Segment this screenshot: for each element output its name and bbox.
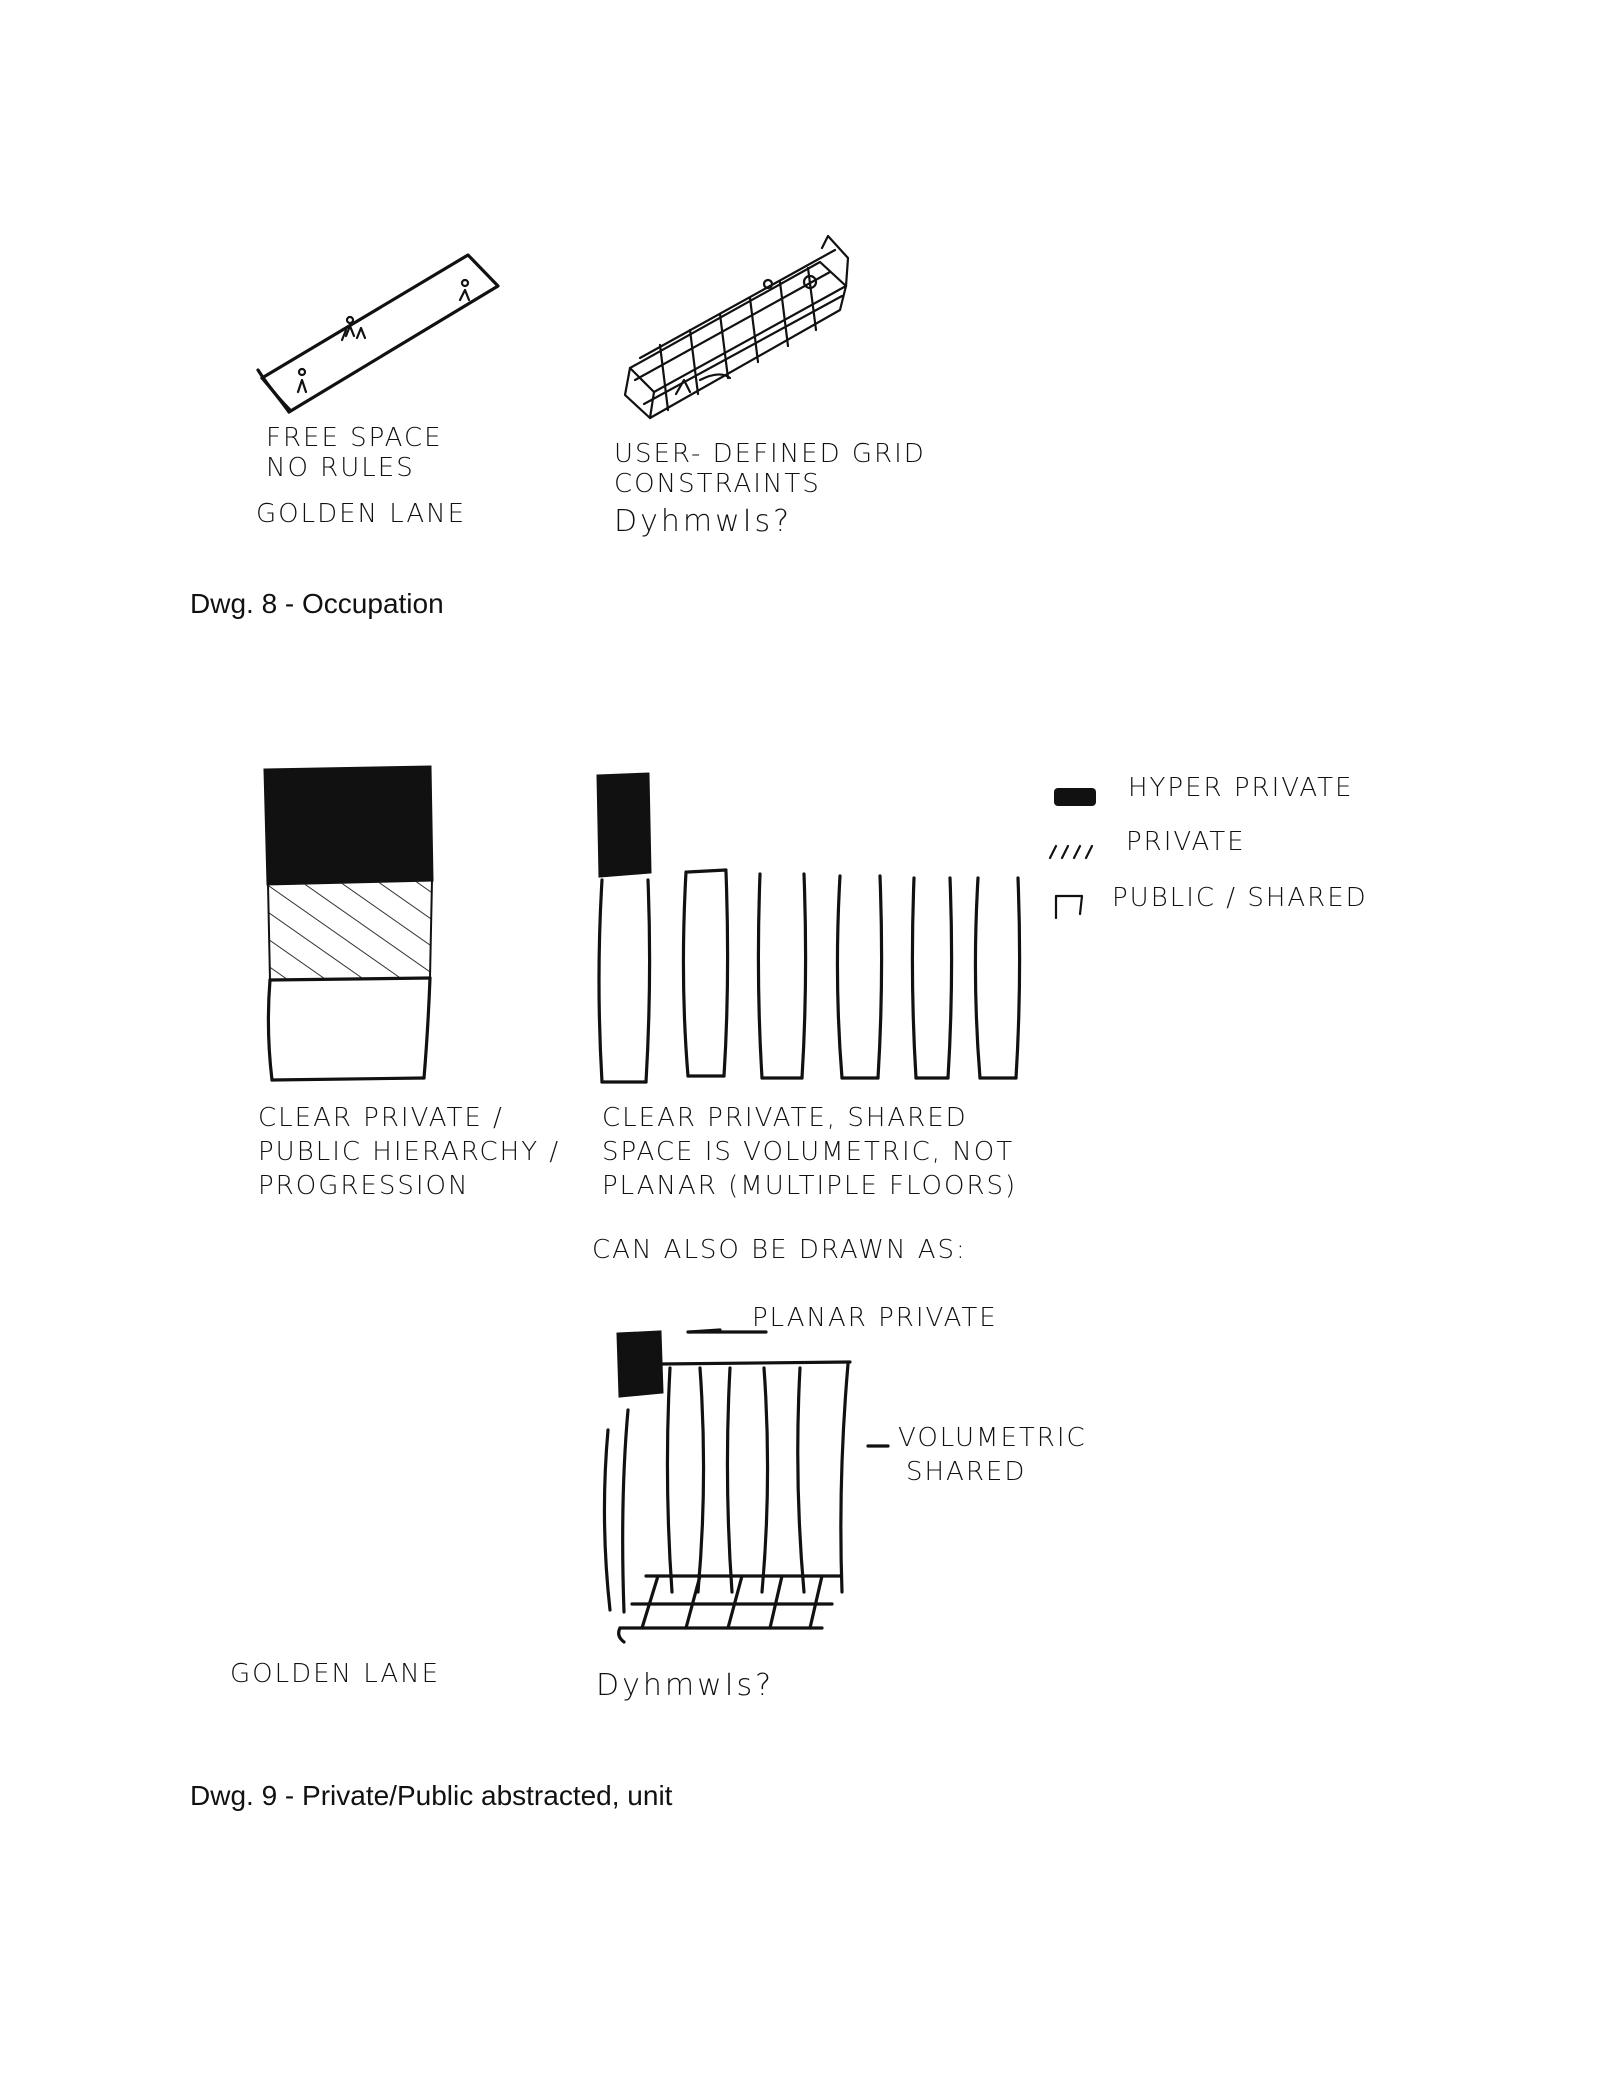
- dwg8-caption: Dwg. 8 - Occupation: [190, 588, 444, 619]
- hierarchy-note-line2: PUBLIC HIERARCHY /: [258, 1137, 561, 1167]
- project-label-dwg9: DyhmwIs?: [596, 1668, 775, 1703]
- volumetric-label-line2: SHARED: [906, 1457, 1027, 1487]
- private-swatch: [1050, 846, 1092, 858]
- free-space-note-line2: NO RULES: [266, 453, 415, 483]
- also-drawn-note: CAN ALSO BE DRAWN AS:: [592, 1235, 967, 1265]
- hierarchy-note-line3: PROGRESSION: [258, 1171, 470, 1201]
- hierarchy-column-drawing: [265, 767, 432, 1080]
- volumetric-label-line1: VOLUMETRIC: [898, 1423, 1087, 1453]
- dwg9-caption: Dwg. 9 - Private/Public abstracted, unit: [190, 1780, 673, 1811]
- legend-public-shared-label: PUBLIC / SHARED: [1112, 883, 1368, 913]
- planar-private-label: PLANAR PRIVATE: [752, 1303, 998, 1333]
- legend-swatches: [1050, 788, 1096, 918]
- hyper-private-swatch: [1054, 788, 1096, 806]
- golden-lane-label-dwg9: GOLDEN LANE: [230, 1659, 441, 1689]
- legend-private-label: PRIVATE: [1126, 827, 1246, 857]
- volumetric-note-line3: PLANAR (MULTIPLE FLOORS): [602, 1171, 1018, 1201]
- volumetric-shared-drawing: [604, 1330, 888, 1642]
- volumetric-columns-drawing: [598, 774, 1020, 1082]
- public-shared-swatch: [1056, 896, 1082, 918]
- user-defined-grid-note-line1: USER- DEFINED GRID: [614, 439, 926, 469]
- project-label-dwg8: DyhmwIs?: [614, 504, 793, 539]
- golden-lane-label-dwg8: GOLDEN LANE: [256, 499, 467, 529]
- hierarchy-note-line1: CLEAR PRIVATE /: [258, 1103, 504, 1133]
- user-defined-grid-note-line2: CONSTRAINTS: [614, 469, 821, 499]
- free-space-note-line1: FREE SPACE: [266, 423, 443, 453]
- legend-hyper-private-label: HYPER PRIVATE: [1128, 773, 1354, 803]
- volumetric-note-line2: SPACE IS VOLUMETRIC, NOT: [602, 1137, 1015, 1167]
- volumetric-note-line1: CLEAR PRIVATE, SHARED: [602, 1103, 968, 1133]
